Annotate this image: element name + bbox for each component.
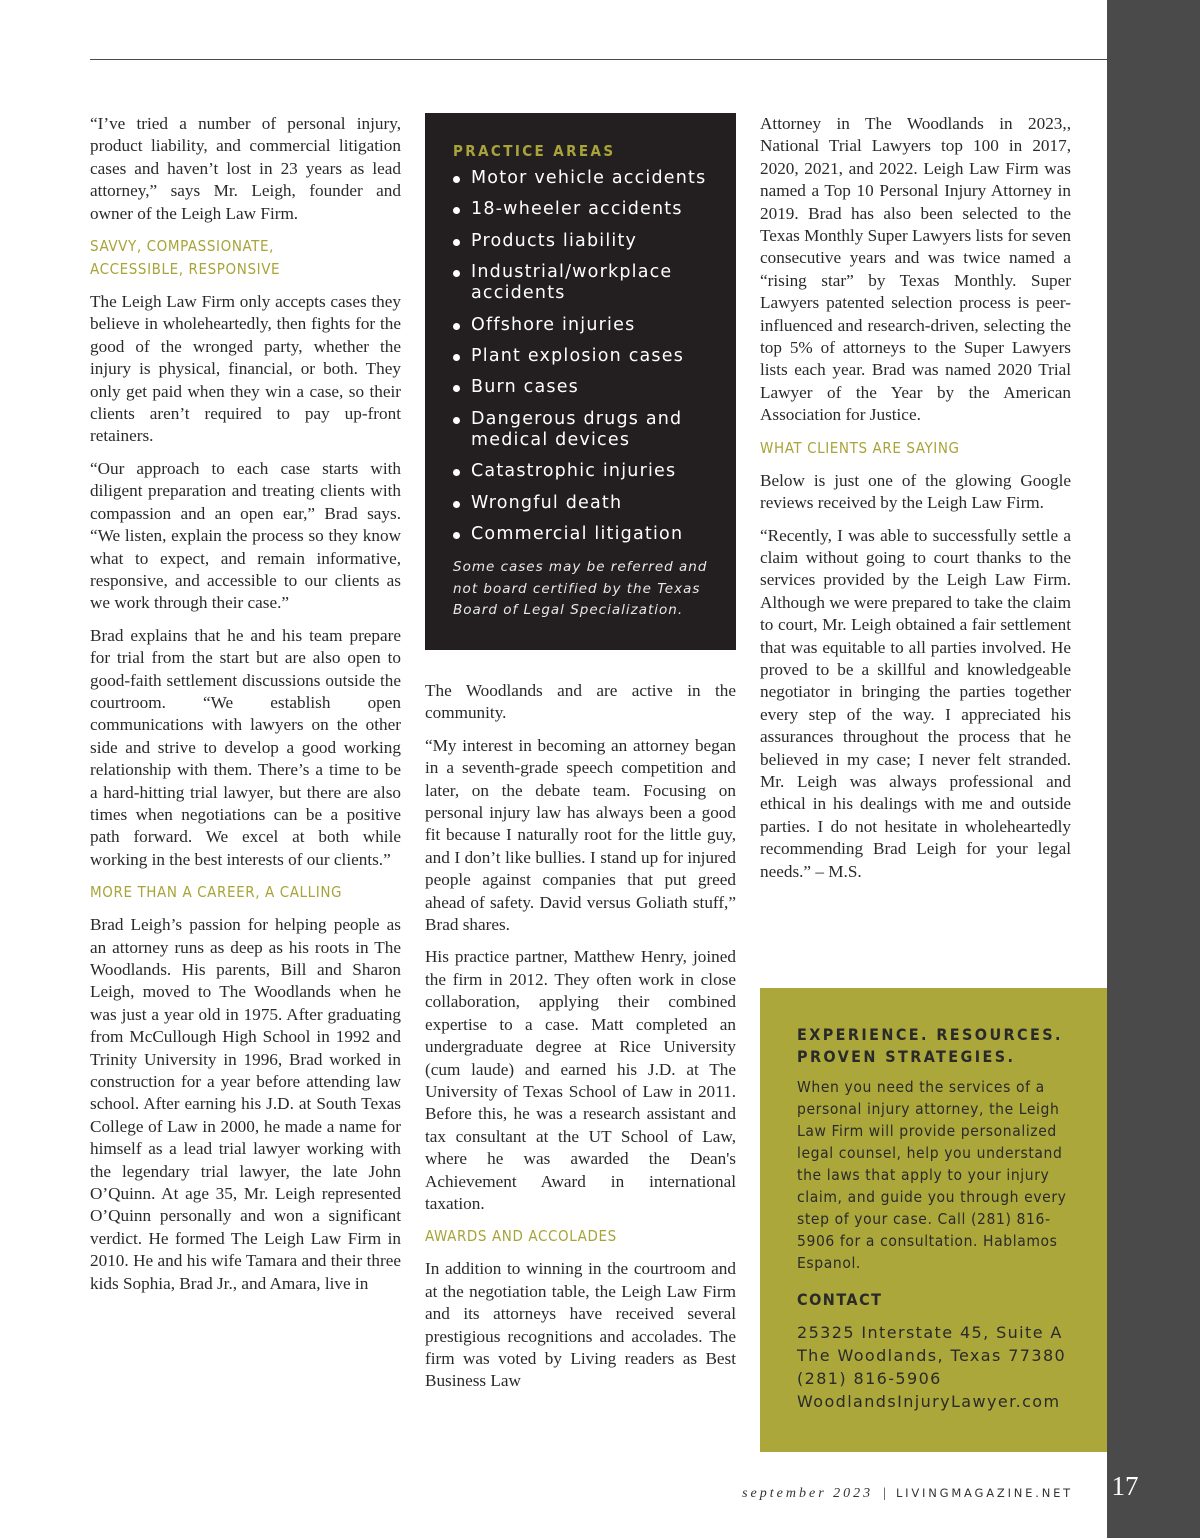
list-item: Motor vehicle accidents [453,168,722,190]
list-item: Catastrophic injuries [453,461,722,483]
paragraph: Below is just one of the glowing Google reviews received by the Leigh Law Firm. [760,470,1071,513]
bullet-icon [453,239,460,246]
contact-phone[interactable]: (281) 816-5906 [797,1369,942,1388]
bullet-icon [453,417,460,424]
page-number: 17 [1111,1471,1139,1501]
subheading-calling: MORE THAN A CAREER, A CALLING [90,883,343,902]
list-item: Industrial/workplace accidents [453,262,722,305]
paragraph: Attorney in The Woodlands in 2023,, National Trial Lawyers top 100 in 2017, 2020, 2021, and 2022. Leigh Law Firm was named a Top 10 Personal Injury Attorney in 2019. Brad has also been selected to the Texas Monthly Super Lawyers lists for seven consecutive years and was twice named a “rising star” by Texas Monthly. Super Lawyers patented selection process is peer-influenced and research-driven, selecting the top 5% of attorneys to the Super Lawyers lists each year. Brad was named 2020 Trial Lawyer of the Year by the American Association for Justice. [760,114,1071,425]
list-item: Products liability [453,231,722,253]
review-quote: “Recently, I was able to successfully settle a claim without going to court thanks to the services provided by the Leigh Law Firm. Although we were prepared to take the claim to court, Mr. Leigh obtained a fair settlement that was equitable to all parties involved. He proved to be a skillful and knowledgeable negotiator in bringing the parties together every step of the way. I appreciated his assurances throughout the process that he believed in my case; I never felt stranded. Mr. Leigh was always professional and ethical in his dealings with me and outside parties. I do not hesitate in wholeheartedly recommending Brad Leigh for your legal needs.” – M.S. [760,525,1071,881]
contact-address-line1: 25325 Interstate 45, Suite A [797,1323,1063,1342]
side-band [1107,0,1200,1538]
paragraph: His practice partner, Matthew Henry, joined the firm in 2012. They often work in close collaboration, applying their combined expertise to a case. Matt completed an undergraduate degree at Rice University (cum laude) and earned his J.D. at The University of Texas School of Law in 2011. Before this, he was a research assistant and tax consultant at the UT School of Law, where he was awarded the Dean's Achievement Award in international taxation. [425,947,736,1213]
subheading-savvy: SAVVY, COMPASSIONATE, ACCESSIBLE, RESPONSIVE [90,237,281,279]
paragraph: “My interest in becoming an attorney began in a seventh-grade speech competition and later, on the debate team. Focusing on personal injury law has always been a good fit because I naturally root for the little guy, and I don’t like bullies. I stand up for injured people against companies that put greed ahead of safety. David versus Goliath stuff,” Brad shares. [425,735,736,935]
bullet-icon [453,501,460,508]
footer-site[interactable]: LIVINGMAGAZINE.NET [895,1486,1073,1500]
paragraph: Brad explains that he and his team prepare for trial from the start but are also open to good-faith settlement discussions outside the courtroom. “We establish open communications with lawyers on the other side and strive to develop a good working relationship with them. There’s a time to be a hard-hitting trial lawyer, but there are also times when negotiations can be a positive path forward. We excel at both while working in the best interests of our clients.” [90,625,401,869]
bullet-icon [453,469,460,476]
bullet-icon [453,532,460,539]
bullet-icon [453,323,460,330]
list-item: Commercial litigation [453,524,722,546]
list-item: Wrongful death [453,493,722,515]
list-item: Burn cases [453,377,722,399]
subheading-awards: AWARDS AND ACCOLADES [425,1227,617,1246]
paragraph: Brad Leigh’s passion for helping people as an attorney runs as deep as his roots in The Woodlands. His parents, Bill and Sharon Leigh, moved to The Woodlands when he was just a year old in 1975. After graduating from McCullough High School in 1992 and Trinity University in 1996, Brad worked in construction for a year before attending law school. After earning his J.D. at South Texas College of Law in 2000, he made a name for himself as a lead trial lawyer working with the legendary trial lawyer, the late John O’Quinn. At age 35, Mr. Leigh represented O’Quinn personally and won a significant verdict. He formed The Leigh Law Firm in 2010. He and his wife Tamara and their three kids Sophia, Brad Jr., and Amara, live in [90,915,401,1293]
article-column-1 [90,113,401,1305]
info-box [760,988,1107,1452]
paragraph: “Our approach to each case starts with diligent preparation and treating clients with compassion and an open ear,” Brad says. “We listen, explain the process so they know what to expect, and remain informative, responsive, and accessible to our clients as we work through their case.” [90,458,401,613]
paragraph: In addition to winning in the courtroom and at the negotiation table, the Leigh Law Firm and its attorneys have received several prestigious recognitions and accolades. The firm was voted by Living readers as Best Business Law [425,1259,736,1391]
footer-month: september 2023 [742,1486,874,1501]
list-item: Plant explosion cases [453,346,722,368]
bullet-icon [453,385,460,392]
info-text: When you need the services of a personal injury attorney, the Leigh Law Firm will provide personalized legal counsel, help you understand the laws that apply to your injury claim, and guide you through every step of your case. Call (281) 816-5906 for a consultation. Hablamos Espanol. [797,1078,1067,1272]
contact-heading: CONTACT [797,1290,883,1309]
subheading-clients: WHAT CLIENTS ARE SAYING [760,438,960,457]
list-item: 18-wheeler accidents [453,199,722,221]
bullet-icon [453,354,460,361]
bullet-icon [453,207,460,214]
footer-separator: | [883,1486,886,1501]
article-column-2 [425,680,736,1403]
top-rule [90,59,1107,60]
practice-areas-title: PRACTICE AREAS [453,142,616,160]
practice-areas-box [425,113,736,650]
list-item: Dangerous drugs and medical devices [453,409,722,452]
practice-disclaimer: Some cases may be referred and not board certified by the Texas Board of Legal Specialization. [453,559,708,619]
paragraph: “I’ve tried a number of personal injury, product liability, and commercial litigation cases and haven’t lost in 23 years as lead attorney,” says Mr. Leigh, founder and owner of the Leigh Law Firm. [90,114,401,223]
article-column-3 [760,113,1071,893]
bullet-icon [453,270,460,277]
footer [700,1486,1073,1502]
info-heading: EXPERIENCE. RESOURCES. PROVEN STRATEGIES. [797,1025,1063,1066]
paragraph: The Woodlands and are active in the community. [425,681,736,723]
bullet-icon [453,176,460,183]
paragraph: The Leigh Law Firm only accepts cases they believe in wholeheartedly, then fights for the good of the wronged party, whether the injury is physical, financial, or both. They only get paid when they win a case, so their clients aren’t required to pay up-front retainers. [90,292,401,446]
contact-website[interactable]: WoodlandsInjuryLawyer.com [797,1392,1061,1411]
contact-address-line2: The Woodlands, Texas 77380 [797,1346,1067,1365]
list-item: Offshore injuries [453,315,722,337]
practice-areas-list [453,168,722,545]
